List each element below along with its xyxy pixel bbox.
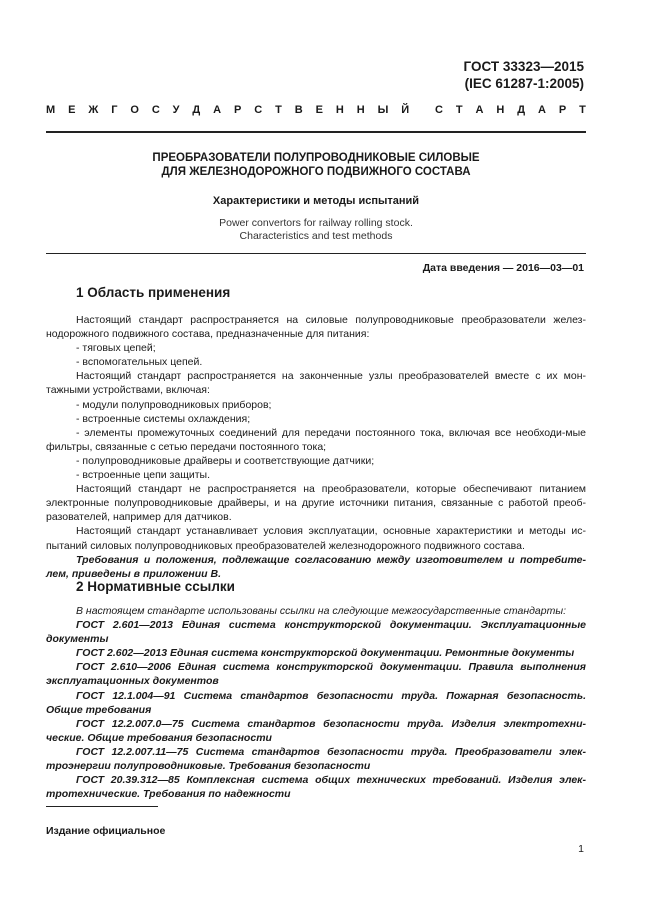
section1-paragraph: - вспомогательных цепей.	[76, 356, 203, 369]
section-2-heading: 2 Нормативные ссылки	[76, 579, 235, 594]
banner-letter: С	[254, 104, 263, 116]
banner-letter: Р	[558, 104, 567, 116]
english-title-line-1: Power convertors for railway rolling stock.	[219, 217, 413, 229]
section2-paragraph: ГОСТ 2.610—2006 Единая система конструкторской документации. Правила выполнения эксплуатационных документов	[46, 661, 586, 688]
title-line-1: ПРЕОБРАЗОВАТЕЛИ ПОЛУПРОВОДНИКОВЫЕ СИЛОВЫЕ	[152, 152, 480, 164]
banner-letter: Е	[68, 104, 76, 116]
section2-paragraph: В настоящем стандарте использованы ссылки на следующие межгосударственные стандарты:	[76, 605, 566, 617]
section2-paragraph: ГОСТ 12.2.007.0—75 Система стандартов безопасности труда. Изделия электротехни-ческие. Общие требования безопасности	[46, 717, 586, 744]
banner-letter: С	[151, 104, 160, 116]
document-code	[464, 58, 584, 92]
section1-paragraph: Настоящий стандарт не распространяется на преобразователи, которые обеспечивают питанием электронные полупроводниковые драйверы, и на другие источники питания, связанные с работой преоб-разователей, например для датчиков.	[46, 483, 586, 524]
section1-paragraph: - элементы промежуточных соединений для передачи постоянного тока, включая все необходи-мые фильтры, связанные с сетью передачи постоянного тока;	[46, 426, 586, 453]
interstate-standard-banner	[46, 104, 586, 116]
banner-letter: Т	[455, 104, 463, 116]
section2-paragraph: ГОСТ 12.1.004—91 Система стандартов безопасности труда. Пожарная безопасность. Общие требования	[46, 689, 586, 716]
banner-letter: Д	[192, 104, 201, 116]
document-title	[46, 151, 586, 179]
banner-letter: Р	[234, 104, 242, 116]
section2-paragraph: ГОСТ 12.2.007.11—75 Система стандартов безопасности труда. Преобразователи элек-троэнергии полупроводниковые. Требования безопасности	[46, 745, 586, 773]
section1-paragraph: Настоящий стандарт устанавливает условия эксплуатации, основные характеристики и методы ис-пытаний силовых полупроводниковых преобразователей железнодорожного подвижного состава.	[46, 525, 586, 552]
banner-letter: А	[475, 104, 484, 116]
iec-number: (IEC 61287-1:2005)	[464, 76, 584, 91]
gost-number: ГОСТ 33323—2015	[463, 59, 584, 74]
section2-paragraph: ГОСТ 20.39.312—85 Комплексная система общих технических требований. Изделия элек-тротехнические. Требования по надежности	[46, 774, 586, 801]
document-subtitle: Характеристики и методы испытаний	[212, 195, 420, 207]
header-rule	[46, 131, 586, 133]
banner-letter: У	[172, 104, 180, 116]
section1-paragraph: Требования и положения, подлежащие согласованию между изготовителем и потребите-лем, приведены в приложении В.	[46, 553, 586, 580]
official-edition-label: Издание официальное	[46, 825, 166, 837]
section1-paragraph: - полупроводниковые драйверы и соответствующие датчики;	[76, 454, 375, 467]
title-line-2: ДЛЯ ЖЕЛЕЗНОДОРОЖНОГО ПОДВИЖНОГО СОСТАВА	[161, 166, 471, 178]
page-number: 1	[578, 843, 584, 855]
banner-letter: Н	[496, 104, 505, 116]
banner-letter: Е	[315, 104, 323, 116]
banner-letter: Т	[275, 104, 282, 116]
banner-letter: Г	[111, 104, 118, 116]
footer-rule	[46, 806, 158, 807]
banner-letter: С	[435, 104, 443, 116]
section1-paragraph: Настоящий стандарт распространяется на законченные узлы преобразователей вместе с их мон-тажными устройствами, включая:	[46, 370, 586, 397]
banner-letter: М	[46, 104, 56, 116]
banner-letter: Ж	[88, 104, 99, 116]
section-2-body	[46, 604, 586, 801]
english-title-line-2: Characteristics and test methods	[239, 230, 393, 242]
section2-paragraph: ГОСТ 2.602—2013 Единая система конструкторской документации. Ремонтные документы	[76, 647, 575, 660]
section-1-heading: 1 Область применения	[76, 285, 231, 300]
banner-letter: Й	[401, 104, 410, 116]
banner-letter: Ы	[377, 104, 389, 116]
banner-letter: А	[213, 104, 222, 116]
banner-letter: Н	[335, 104, 344, 116]
title-rule	[46, 253, 586, 254]
section-1-body	[46, 313, 586, 581]
banner-letter: О	[130, 104, 139, 116]
section1-paragraph: - тяговых цепей;	[76, 342, 156, 355]
banner-letter: Т	[579, 104, 586, 116]
section1-paragraph: - встроенные цепи защиты.	[76, 469, 210, 482]
banner-letter: Н	[356, 104, 365, 116]
section1-paragraph: Настоящий стандарт распространяется на силовые полупроводниковые преобразователи желез-нодорожного подвижного состава, предназначенные для питания:	[46, 314, 586, 341]
section1-paragraph: - встроенные системы охлаждения;	[76, 412, 251, 425]
introduction-date: Дата введения — 2016—03—01	[422, 262, 584, 274]
banner-letter: Д	[517, 104, 526, 116]
banner-letter: А	[537, 104, 546, 116]
section2-paragraph: ГОСТ 2.601—2013 Единая система конструкторской документации. Эксплуатационные документы	[46, 619, 586, 646]
banner-letter: В	[294, 104, 303, 116]
section1-paragraph: - модули полупроводниковых приборов;	[76, 398, 272, 411]
english-title	[46, 217, 586, 243]
